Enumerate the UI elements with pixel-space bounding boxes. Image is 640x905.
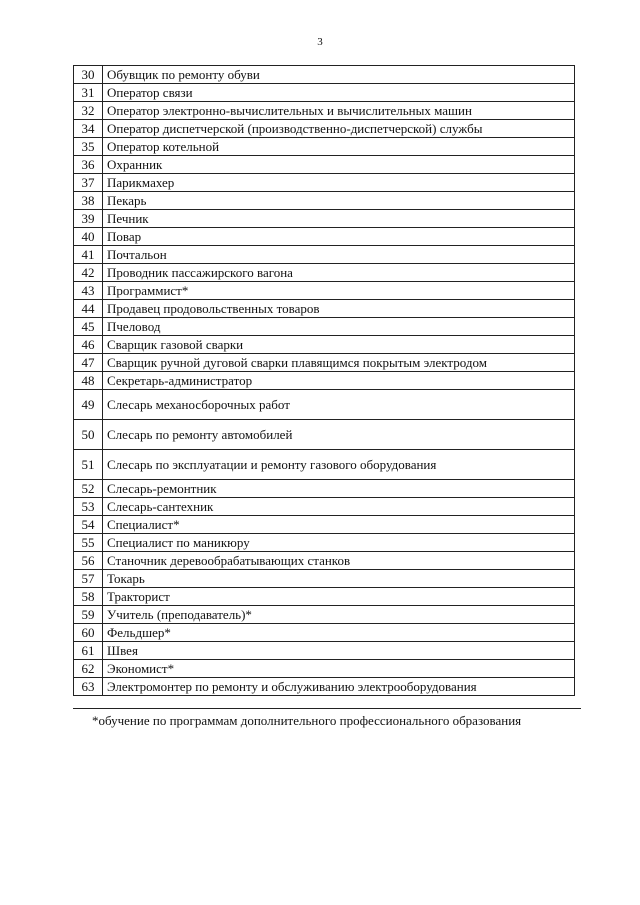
profession-name: Токарь — [103, 570, 575, 588]
profession-name: Учитель (преподаватель)* — [103, 606, 575, 624]
table-row — [74, 84, 575, 102]
table-row — [74, 336, 575, 354]
table-row — [74, 228, 575, 246]
table-row — [74, 534, 575, 552]
row-number: 50 — [74, 420, 103, 450]
profession-name: Специалист* — [103, 516, 575, 534]
table-row — [74, 282, 575, 300]
row-number: 41 — [74, 246, 103, 264]
profession-name: Секретарь-администратор — [103, 372, 575, 390]
table-row — [74, 192, 575, 210]
profession-name: Специалист по маникюру — [103, 534, 575, 552]
table-row — [74, 420, 575, 450]
table-row — [74, 450, 575, 480]
profession-name: Слесарь-ремонтник — [103, 480, 575, 498]
table-row — [74, 606, 575, 624]
row-number: 32 — [74, 102, 103, 120]
row-number: 42 — [74, 264, 103, 282]
row-number: 38 — [74, 192, 103, 210]
profession-name: Повар — [103, 228, 575, 246]
row-number: 44 — [74, 300, 103, 318]
table-row — [74, 354, 575, 372]
professions-table-body — [74, 66, 575, 696]
row-number: 49 — [74, 390, 103, 420]
table-row — [74, 300, 575, 318]
row-number: 63 — [74, 678, 103, 696]
row-number: 37 — [74, 174, 103, 192]
table-row — [74, 588, 575, 606]
table-row — [74, 642, 575, 660]
page-number: 3 — [317, 36, 323, 48]
row-number: 55 — [74, 534, 103, 552]
profession-name: Сварщик ручной дуговой сварки плавящимся покрытым электродом — [103, 354, 575, 372]
profession-name: Электромонтер по ремонту и обслуживанию электрооборудования — [103, 678, 575, 696]
row-number: 43 — [74, 282, 103, 300]
table-row — [74, 318, 575, 336]
profession-name: Охранник — [103, 156, 575, 174]
row-number: 45 — [74, 318, 103, 336]
table-row — [74, 66, 575, 84]
profession-name: Печник — [103, 210, 575, 228]
table-row — [74, 372, 575, 390]
row-number: 52 — [74, 480, 103, 498]
profession-name: Станочник деревообрабатывающих станков — [103, 552, 575, 570]
table-row — [74, 552, 575, 570]
table-row — [74, 480, 575, 498]
profession-name: Пекарь — [103, 192, 575, 210]
table-row — [74, 516, 575, 534]
row-number: 47 — [74, 354, 103, 372]
profession-name: Программист* — [103, 282, 575, 300]
table-row — [74, 660, 575, 678]
footnote-divider — [73, 708, 581, 709]
footnote: *обучение по программам дополнительного профессионального образования — [92, 713, 522, 728]
table-row — [74, 174, 575, 192]
row-number: 60 — [74, 624, 103, 642]
profession-name: Оператор котельной — [103, 138, 575, 156]
table-row — [74, 138, 575, 156]
row-number: 31 — [74, 84, 103, 102]
profession-name: Продавец продовольственных товаров — [103, 300, 575, 318]
table-row — [74, 120, 575, 138]
row-number: 57 — [74, 570, 103, 588]
row-number: 48 — [74, 372, 103, 390]
profession-name: Парикмахер — [103, 174, 575, 192]
row-number: 53 — [74, 498, 103, 516]
row-number: 34 — [74, 120, 103, 138]
table-row — [74, 246, 575, 264]
profession-name: Слесарь по эксплуатации и ремонту газового оборудования — [103, 450, 575, 480]
profession-name: Слесарь механосборочных работ — [103, 390, 575, 420]
row-number: 30 — [74, 66, 103, 84]
row-number: 36 — [74, 156, 103, 174]
profession-name: Проводник пассажирского вагона — [103, 264, 575, 282]
row-number: 39 — [74, 210, 103, 228]
row-number: 59 — [74, 606, 103, 624]
table-row — [74, 678, 575, 696]
row-number: 35 — [74, 138, 103, 156]
profession-name: Швея — [103, 642, 575, 660]
table-row — [74, 498, 575, 516]
row-number: 58 — [74, 588, 103, 606]
professions-table — [73, 65, 575, 696]
row-number: 40 — [74, 228, 103, 246]
profession-name: Почтальон — [103, 246, 575, 264]
table-row — [74, 102, 575, 120]
row-number: 51 — [74, 450, 103, 480]
row-number: 56 — [74, 552, 103, 570]
profession-name: Слесарь по ремонту автомобилей — [103, 420, 575, 450]
table-row — [74, 570, 575, 588]
profession-name: Экономист* — [103, 660, 575, 678]
profession-name: Сварщик газовой сварки — [103, 336, 575, 354]
profession-name: Пчеловод — [103, 318, 575, 336]
profession-name: Оператор диспетчерской (производственно-диспетчерской) службы — [103, 120, 575, 138]
profession-name: Оператор связи — [103, 84, 575, 102]
profession-name: Слесарь-сантехник — [103, 498, 575, 516]
profession-name: Тракторист — [103, 588, 575, 606]
profession-name: Обувщик по ремонту обуви — [103, 66, 575, 84]
table-row — [74, 156, 575, 174]
table-row — [74, 624, 575, 642]
table-row — [74, 264, 575, 282]
row-number: 46 — [74, 336, 103, 354]
row-number: 61 — [74, 642, 103, 660]
table-row — [74, 210, 575, 228]
profession-name: Оператор электронно-вычислительных и вычислительных машин — [103, 102, 575, 120]
profession-name: Фельдшер* — [103, 624, 575, 642]
row-number: 62 — [74, 660, 103, 678]
row-number: 54 — [74, 516, 103, 534]
table-row — [74, 390, 575, 420]
